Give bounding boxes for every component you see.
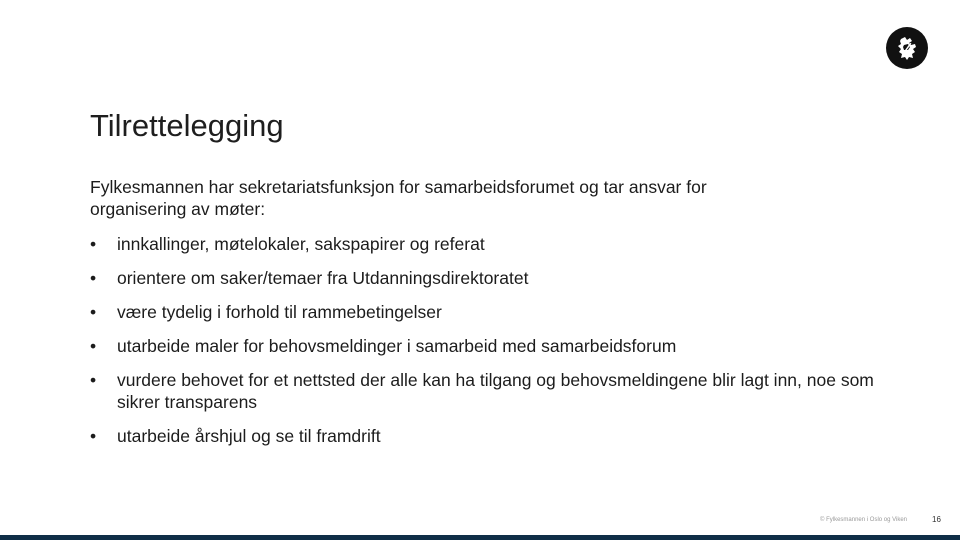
list-item <box>90 335 890 357</box>
coat-of-arms-logo-icon <box>886 27 928 69</box>
bullet-icon: • <box>90 268 97 288</box>
list-item <box>90 233 890 255</box>
page-number: 16 <box>932 515 941 524</box>
list-item <box>90 369 890 413</box>
list-item <box>90 267 890 289</box>
footer-copyright: © Fylkesmannen i Oslo og Viken <box>820 517 908 523</box>
list-item-text: være tydelig i forhold til rammebetingelser <box>117 302 442 322</box>
list-item-text: orientere om saker/temaer fra Utdanningsdirektoratet <box>117 268 529 288</box>
list-item <box>90 301 890 323</box>
lion-icon <box>892 33 922 63</box>
bullet-list <box>90 233 890 459</box>
bullet-icon: • <box>90 426 97 446</box>
list-item-text: utarbeide maler for behovsmeldinger i samarbeid med samarbeidsforum <box>117 336 677 356</box>
list-item <box>90 425 890 447</box>
list-item-text: utarbeide årshjul og se til framdrift <box>117 426 381 446</box>
bullet-icon: • <box>90 336 97 356</box>
bullet-icon: • <box>90 370 97 390</box>
bullet-icon: • <box>90 302 97 322</box>
list-item-text: innkallinger, møtelokaler, sakspapirer og referat <box>117 234 485 254</box>
slide-title: Tilrettelegging <box>90 108 284 143</box>
intro-paragraph: Fylkesmannen har sekretariatsfunksjon for samarbeidsforumet og tar ansvar for organisering av møter: <box>90 177 707 219</box>
bottom-accent-bar <box>0 535 960 540</box>
list-item-text: vurdere behovet for et nettsted der alle kan ha tilgang og behovsmeldingene blir lagt inn, noe som sikrer transparens <box>117 370 874 412</box>
bullet-icon: • <box>90 234 97 254</box>
